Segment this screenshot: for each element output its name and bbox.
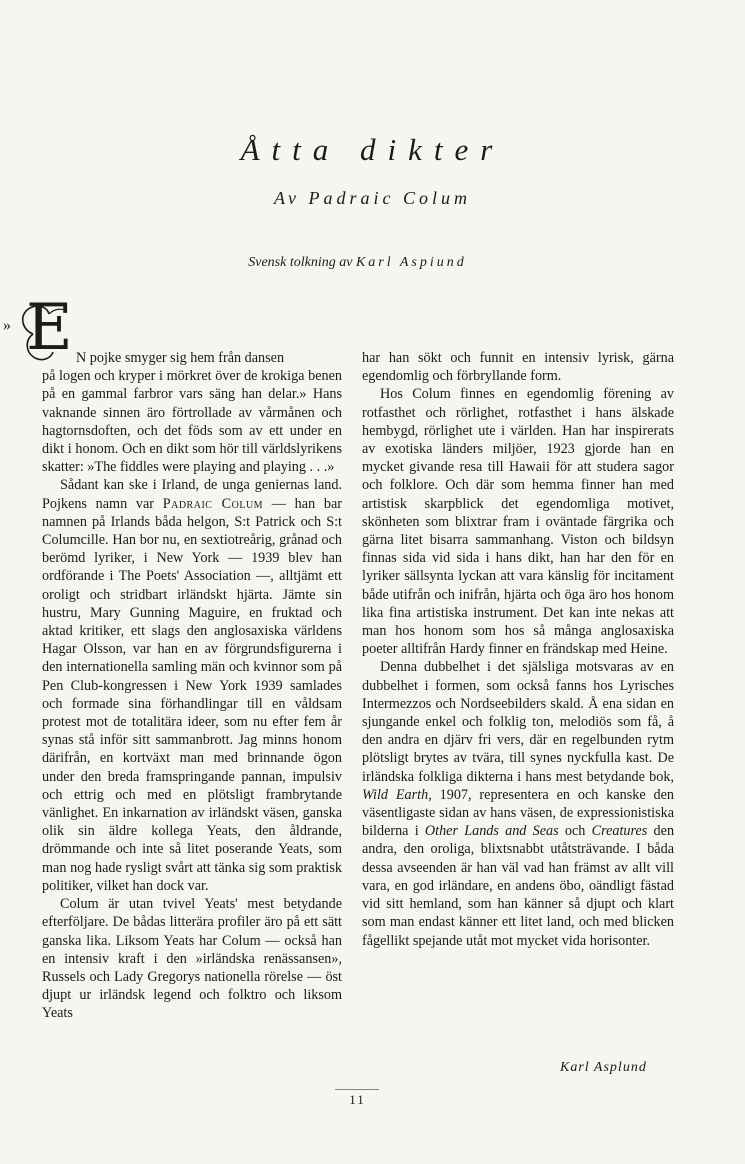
left-column bbox=[42, 349, 342, 1023]
author-name: Padraic Colum bbox=[162, 495, 264, 512]
paragraph bbox=[42, 476, 342, 895]
right-column bbox=[362, 349, 674, 950]
book-title: Other Lands and Seas bbox=[424, 823, 559, 840]
article-title: Åtta dikter bbox=[240, 132, 505, 167]
paragraph-text: den andra, den oroliga, blixtsnabbt utåtsträvande. I båda dessa avseenden är han väl vad han främst av allt vill vara, en god irländare, en andens öbo, oändligt fästad vid sitt hemland, som han känner så djupt och klart som man endast känner ett litet land, och med blicken fågellikt spejande utåt mot mycket vida horisonter. bbox=[362, 823, 675, 949]
credit-prefix: Svensk tolkning av bbox=[248, 255, 353, 270]
paragraph bbox=[42, 349, 342, 476]
credit-name: Karl Aspiund bbox=[355, 255, 467, 270]
paragraph-text: på logen och kryper i mörkret över de krokiga benen på en gammal farbror vars säng han delar.» Hans vaknande sinnen äro förtrollade av vårmånen och hagtornsdoften, och det föds som av ett under en dikt i honom. Och en dikt som hör till världslyrikens skatter: »The fiddles were playing and playing . . .» bbox=[42, 368, 342, 476]
translation-credit bbox=[0, 253, 715, 273]
paragraph-text: Denna dubbelhet i det själsliga motsvaras av en dubbelhet i formen, som också fanns hos Lyrisches Intermezzos och Nordseebilders skald. Å ena sidan en sjungande enkel och folklig ton, melodiös som få, å den andra en djärv fri vers, där en regelbunden rytm plötsligt brytes av tvära, till synes nyckfulla kast. De irländska folkliga dikterna i hans mest betydande bok, bbox=[362, 659, 674, 785]
signature: Karl Asplund bbox=[560, 1060, 647, 1075]
paragraph bbox=[362, 658, 674, 949]
book-title: Creatures bbox=[591, 823, 648, 840]
paragraph-text: 1907, representera en och kanske den väsentligaste sidan av hans väsen, de expressionistiska bilderna i bbox=[362, 786, 674, 840]
drop-cap-letter: E bbox=[26, 291, 73, 365]
footer-rule bbox=[335, 1089, 379, 1090]
paragraph-text: — han bar namnen på Irlands båda helgon, S:t Patrick och S:t Columcille. Han bor nu, en sextiotreårig, grånad och berömd lyriker, i New York — 1939 blev han ordförande i The Poets' Association —, alltjämt ett oroligt och stridbart irländskt hjärta. Jämte sin hustru, Mary Gunning Maguire, en fruktad och aktad kritiker, ett slags den anglosaxiska världens Hagar Olsson, var han en av förgrundsfigurerna i den internationella samling män och kvinnor som på Pen Club-kongressen i New York 1939 samlades och formade sina förhandlingar till en våldsam protest mot de totalitära ideer, som nu efter fem år synas stå inför sitt sammanbrott. Jag minns honom därifrån, en kortväxt man med brinnande ögon under den breda framspringande pannan, impulsiv och ettrig och med en plötsligt frambrytande vänlighet. En inkarnation av irländskt väsen, ganska olik sin äldre kollega Yeats, den åldrande, drömmande och inte så litet poserande Yeats, som man nog hade rysligt svårt att tänka sig som praktisk politiker, vilket han dock var. bbox=[42, 495, 342, 894]
paragraph-text: Sådant kan ske i Irland, de unga geniernas land. Pojkens namn var bbox=[42, 477, 342, 512]
opening-quote: » bbox=[3, 317, 11, 334]
paragraph: Colum är utan tvivel Yeats' mest betydande efterföljare. De bådas litterära profiler äro på ett sätt ganska lika. Liksom Yeats har Colum — också han en intensiv kraft i den »irländska renässansen», Russels och Lady Gregorys nationella rörelse — öst djupt ur irländsk legend och folktro och liksom Yeats bbox=[42, 896, 342, 1022]
article-byline: Av Padraic Colum bbox=[274, 188, 471, 208]
page-number: 11 bbox=[349, 1092, 366, 1107]
first-line: N pojke smyger sig hem från dansen bbox=[76, 350, 285, 366]
paragraph: Hos Colum finnes en egendomlig förening av rotfasthet och rörlighet, rotfasthet i hans älskade hembygd, rörlighet ute i världen. Han har inspirerats av exotiska länders miljöer, 1923 gjorde han en mycket givande resa till Hawaii för att studera sagor och folklore. Och där som hemma finner han med artistisk skarpblick det egendomliga motivet, skönheten som blixtrar fram i oväntade färgrika och gärna litet bisarra sammanhang. Viston och bildsyn finnas sida vid sida i hans dikt, han har den för en lyriker sällsynta lyckan att vara känslig för incitament både utifrån och inifrån, hjärta och öga äro hos honom lika fina artistiska instrument. Det kan inte nekas att man hos honom som hos så många anglosaxiska poeter alltifrån Hardy finner en frändskap med Heine. bbox=[362, 386, 674, 658]
paragraph: har han sökt och funnit en intensiv lyrisk, gärna egendomlig och förbryllande form. bbox=[362, 350, 674, 385]
book-title: Wild Earth, bbox=[362, 786, 432, 803]
paragraph-text: och bbox=[564, 823, 586, 840]
